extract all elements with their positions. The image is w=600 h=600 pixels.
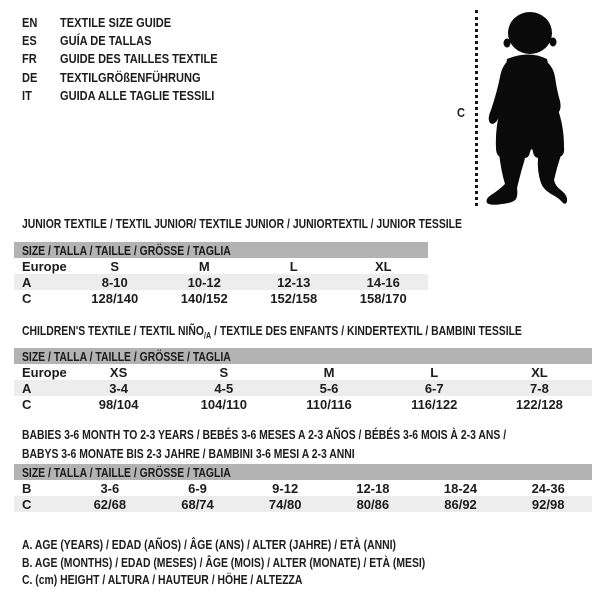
junior-table-title: JUNIOR TEXTILE / TEXTIL JUNIOR/ TEXTILE JUNIOR / JUNIORTEXTIL / JUNIOR TESSILE [22, 216, 462, 231]
language-row-en [22, 13, 245, 31]
language-code: DE [22, 69, 38, 85]
size-cell: 14-16 [366, 274, 400, 290]
size-cell: 110/116 [306, 396, 352, 412]
table-row-europe [14, 258, 428, 274]
babies-size-table [14, 464, 592, 512]
size-cell: M [323, 364, 335, 380]
language-row-de [22, 68, 245, 86]
language-row-fr [22, 50, 245, 68]
size-cell: 140/152 [180, 290, 228, 306]
children-table-title: CHILDREN'S TEXTILE / TEXTIL $NIÑO_{/A}$ / TEXTILE DES ENFANTS / KINDERTEXTIL / BAMBINI TESSILE [22, 323, 522, 341]
size-cell: 86/92 [444, 496, 477, 512]
table-row-height [14, 290, 428, 306]
size-cell: S [219, 364, 229, 380]
size-cell: 24-36 [531, 480, 565, 496]
size-cell: 62/68 [93, 496, 127, 512]
size-cell: XS [109, 364, 128, 380]
language-code: IT [22, 87, 32, 103]
language-row-it [22, 86, 245, 104]
size-cell: 12-13 [277, 274, 311, 290]
size-cell: 68/74 [181, 496, 214, 512]
size-cell: 158/170 [359, 290, 407, 306]
language-title: GUIDE DES TAILLES TEXTILE [60, 51, 218, 67]
language-title: TEXTILE SIZE GUIDE [60, 14, 172, 30]
row-label: C [22, 496, 32, 512]
children-size-table [14, 348, 592, 412]
size-header-bar: SIZE / TALLA / TAILLE / GRÖSSE / TAGLIA [14, 242, 428, 258]
language-title: GUÍA DE TALLAS [60, 32, 152, 48]
language-code: EN [22, 14, 38, 30]
size-cell: 4-5 [214, 380, 234, 396]
size-header-bar: SIZE / TALLA / TAILLE / GRÖSSE / TAGLIA [14, 348, 592, 364]
size-cell: 8-10 [101, 274, 128, 290]
size-cell: 80/86 [356, 496, 390, 512]
table-row-months [14, 480, 592, 496]
size-cell: 3-4 [109, 380, 128, 396]
legend-footnotes [22, 536, 526, 589]
height-measure-label: C [457, 105, 465, 120]
size-cell: 18-24 [443, 480, 478, 496]
footnote-c: C. (cm) HEIGHT / ALTURA / HAUTEUR / HÖHE / ALTEZZA [22, 572, 303, 588]
row-label: A [22, 380, 32, 396]
language-code: ES [22, 32, 37, 48]
size-cell: 5-6 [319, 380, 339, 396]
size-cell: 122/128 [515, 396, 563, 412]
size-header-bar: SIZE / TALLA / TAILLE / GRÖSSE / TAGLIA [14, 464, 592, 480]
size-cell: 74/80 [268, 496, 302, 512]
row-label: C [22, 396, 32, 412]
language-row-es [22, 31, 245, 49]
language-title: TEXTILGRÖßENFÜHRUNG [60, 69, 201, 85]
table-row-age [14, 380, 592, 396]
size-cell: L [430, 364, 439, 380]
size-cell: 6-9 [188, 480, 207, 496]
size-cell: XL [531, 364, 548, 380]
height-measure-dashed-line [475, 10, 478, 206]
size-cell: 92/98 [531, 496, 565, 512]
size-cell: 10-12 [187, 274, 221, 290]
size-cell: 98/104 [98, 396, 139, 412]
row-label: Europe [22, 364, 67, 380]
footnote-b: B. AGE (MONTHS) / EDAD (MESES) / ÂGE (MOIS) / ALTER (MONATE) / ETÀ (MESI) [22, 554, 426, 570]
size-cell: XL [374, 258, 392, 274]
row-label: B [22, 480, 32, 496]
gender-subscript: /A [203, 330, 212, 341]
footnote-a: A. AGE (YEARS) / EDAD (AÑOS) / ÂGE (ANS) / ALTER (JAHRE) / ETÀ (ANNI) [22, 537, 397, 553]
size-cell: S [110, 258, 120, 274]
size-cell: 6-7 [424, 380, 444, 396]
language-title: GUIDA ALLE TAGLIE TESSILI [60, 87, 215, 103]
size-cell: M [198, 258, 210, 274]
table-row-height [14, 496, 592, 512]
babies-table-title: BABIES 3-6 MONTH TO 2-3 YEARS / BEBÉS 3-6 MESES A 2-3 AÑOS / BÉBÉS 3-6 MOIS À 2-3 ANS / BABYS 3-6 MONATE BIS 2-3 JAHRE / BAMBINI 3-6 MESI A 2-3 ANNI [22, 427, 507, 461]
language-list [22, 13, 245, 104]
table-row-height [14, 396, 592, 412]
size-cell: 3-6 [100, 480, 120, 496]
table-row-age [14, 274, 428, 290]
row-label: C [22, 290, 32, 306]
table-row-europe [14, 364, 592, 380]
size-cell: 128/140 [91, 290, 139, 306]
size-cell: 152/158 [270, 290, 318, 306]
row-label: A [22, 274, 32, 290]
row-label: Europe [22, 258, 67, 274]
size-cell: 12-18 [356, 480, 390, 496]
size-cell: 116/122 [411, 396, 458, 412]
language-code: FR [22, 51, 37, 67]
size-cell: 104/110 [200, 396, 247, 412]
junior-size-table [14, 242, 428, 306]
size-cell: 7-8 [530, 380, 549, 396]
size-cell: L [289, 258, 298, 274]
size-cell: 9-12 [272, 480, 299, 496]
toddler-silhouette [481, 7, 581, 207]
